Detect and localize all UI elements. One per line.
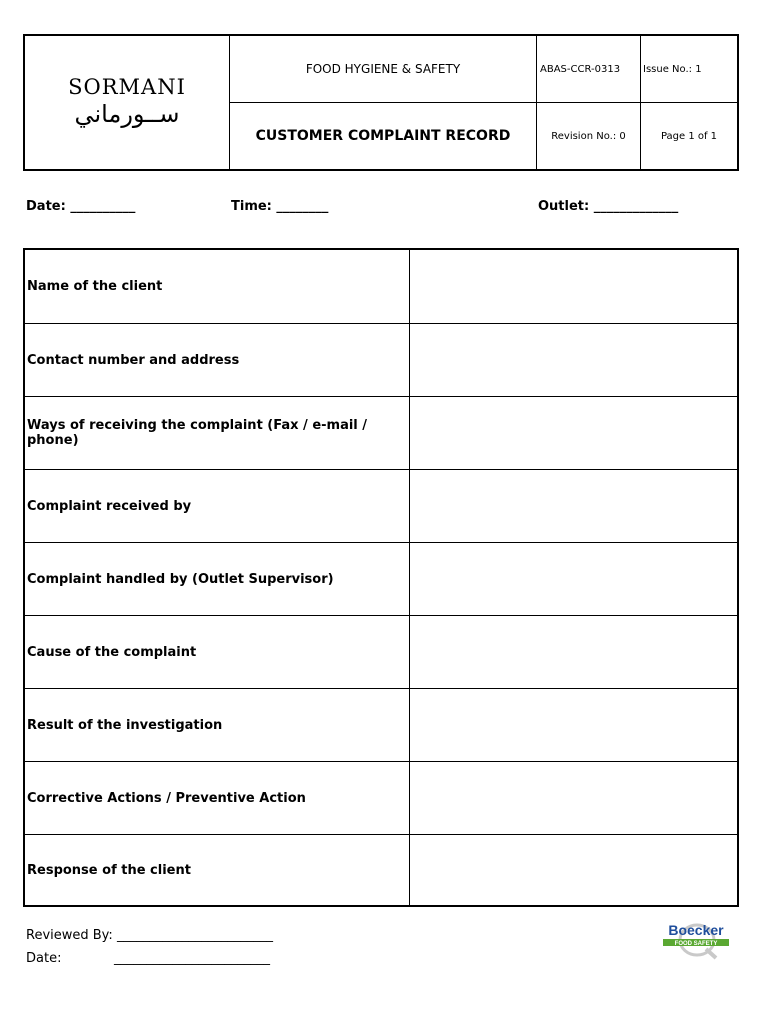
footer-date-label: Date: <box>26 951 62 966</box>
table-row <box>25 396 737 469</box>
time-field[interactable]: Time: ________ <box>231 199 329 214</box>
row-value-field[interactable] <box>410 397 737 469</box>
row-value-field[interactable] <box>410 835 737 905</box>
document-code: ABAS-CCR-0313 <box>537 36 641 103</box>
revision-number: Revision No.: 0 <box>537 103 641 169</box>
outlet-field[interactable]: Outlet: _____________ <box>538 199 679 214</box>
row-label: Corrective Actions / Preventive Action <box>25 762 410 834</box>
row-value-field[interactable] <box>410 616 737 688</box>
row-label: Complaint handled by (Outlet Supervisor) <box>25 543 410 615</box>
row-value-field[interactable] <box>410 762 737 834</box>
row-label: Complaint received by <box>25 470 410 542</box>
table-row <box>25 542 737 615</box>
table-row <box>25 761 737 834</box>
issue-number: Issue No.: 1 <box>641 36 737 103</box>
row-value-field[interactable] <box>410 470 737 542</box>
row-label: Response of the client <box>25 835 410 905</box>
complaint-form-table <box>23 248 739 907</box>
date-field[interactable]: Date: __________ <box>26 199 136 214</box>
boecker-logo <box>660 916 732 960</box>
reviewed-by-field[interactable]: Reviewed By: ________________________ <box>26 928 273 943</box>
document-header <box>23 34 739 171</box>
row-label: Name of the client <box>25 250 410 323</box>
table-row <box>25 615 737 688</box>
boecker-logo-text: Boecker <box>668 922 724 938</box>
row-value-field[interactable] <box>410 324 737 396</box>
row-label: Result of the investigation <box>25 689 410 761</box>
logo-arabic-text: ســورماني <box>74 99 180 128</box>
footer-date-field[interactable]: ________________________ <box>114 951 270 966</box>
row-value-field[interactable] <box>410 689 737 761</box>
department-title: FOOD HYGIENE & SAFETY <box>230 36 537 103</box>
form-title: CUSTOMER COMPLAINT RECORD <box>230 103 537 169</box>
row-value-field[interactable] <box>410 250 737 323</box>
table-row <box>25 688 737 761</box>
row-value-field[interactable] <box>410 543 737 615</box>
row-label: Contact number and address <box>25 324 410 396</box>
table-row <box>25 250 737 323</box>
logo-latin-text: SORMANI <box>68 74 186 99</box>
boecker-logo-subtext: FOOD SAFETY <box>674 941 718 947</box>
row-label: Ways of receiving the complaint (Fax / e-mail / phone) <box>25 397 410 469</box>
table-row <box>25 323 737 396</box>
table-row <box>25 469 737 542</box>
row-label: Cause of the complaint <box>25 616 410 688</box>
page-number: Page 1 of 1 <box>660 130 718 142</box>
sormani-logo <box>25 36 230 169</box>
table-row <box>25 834 737 905</box>
